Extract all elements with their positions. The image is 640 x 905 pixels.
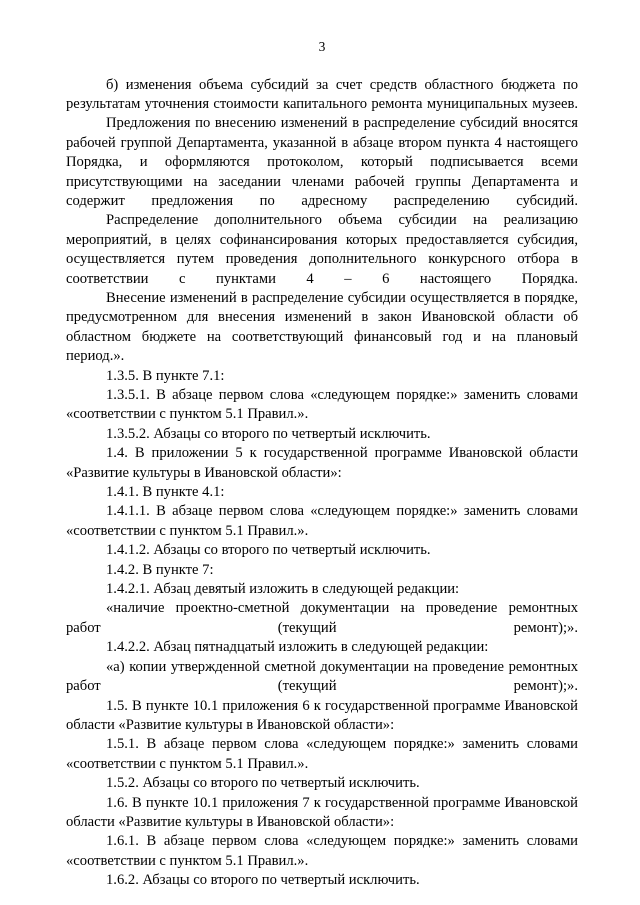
paragraph: 1.5.1. В абзаце первом слова «следующем порядке:» заменить словами «соответствии с пунктом 5.1 Правил.». <box>66 736 578 772</box>
paragraph: Внесение изменений в распределение субсидии осуществляется в порядке, предусмотренном для внесения изменений в закон Ивановской области об областном бюджете на соответствующий финансовый год и на плановый период.». <box>66 289 578 365</box>
paragraph: Распределение дополнительного объема субсидии на реализацию мероприятий, в целях софинансирования которых предоставляется субсидия, осуществляется путем проведения дополнительного конкурсного отбора в соответствии с пунктами 4 – 6 настоящего Порядка. <box>66 212 578 287</box>
page-number: 3 <box>318 39 326 54</box>
paragraph: б) изменения объема субсидий за счет средств областного бюджета по результатам уточнения стоимости капитального ремонта муниципальных музеев. <box>66 76 578 112</box>
paragraph: 1.3.5.1. В абзаце первом слова «следующем порядке:» заменить словами «соответствии с пунктом 5.1 Правил.». <box>66 387 578 423</box>
paragraph: 1.3.5. В пункте 7.1: <box>106 367 225 384</box>
paragraph: 1.5. В пункте 10.1 приложения 6 к государственной программе Ивановской области «Развитие культуры в Ивановской области»: <box>66 697 578 733</box>
paragraph: 1.4.1.2. Абзацы со второго по четвертый исключить. <box>106 542 431 559</box>
paragraph: 1.5.2. Абзацы со второго по четвертый исключить. <box>106 775 420 792</box>
paragraph: 1.4.2.1. Абзац девятый изложить в следующей редакции: <box>106 581 460 598</box>
paragraph: 1.4.2. В пункте 7: <box>106 561 214 578</box>
paragraph: «а) копии утвержденной сметной документации на проведение ремонтных работ (текущий ремонт);». <box>66 658 578 695</box>
paragraph: 1.3.5.2. Абзацы со второго по четвертый исключить. <box>106 425 431 442</box>
paragraph: 1.6.1. В абзаце первом слова «следующем порядке:» заменить словами «соответствии с пунктом 5.1 Правил.». <box>66 833 578 869</box>
paragraph: 1.6. В пункте 10.1 приложения 7 к государственной программе Ивановской области «Развитие культуры в Ивановской области»: <box>66 794 578 830</box>
paragraph: 1.6.2. Абзацы со второго по четвертый исключить. <box>106 872 420 889</box>
paragraph: «наличие проектно-сметной документации на проведение ремонтных работ (текущий ремонт);». <box>66 600 578 636</box>
paragraph: 1.4.2.2. Абзац пятнадцатый изложить в следующей редакции: <box>106 639 489 656</box>
paragraph: 1.4. В приложении 5 к государственной программе Ивановской области «Развитие культуры в Ивановской области»: <box>66 445 578 481</box>
paragraph: 1.4.1.1. В абзаце первом слова «следующем порядке:» заменить словами «соответствии с пунктом 5.1 Правил.». <box>66 503 578 539</box>
document-body <box>66 76 578 891</box>
paragraph: 1.4.1. В пункте 4.1: <box>106 484 225 501</box>
paragraph: Предложения по внесению изменений в распределение субсидий вносятся рабочей группой Департамента, указанной в абзаце втором пункта 4 настоящего Порядка, и оформляются протоколом, который подписывается всеми присутствующими на заседании членами рабочей группы Департамента и содержит предложения по адресному распределению субсидий. <box>66 115 578 209</box>
